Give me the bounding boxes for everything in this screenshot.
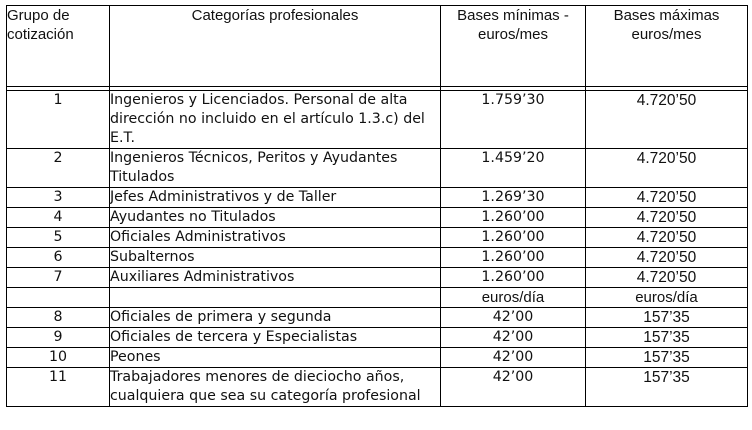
table-row [7,368,748,407]
empty-cell [110,288,441,308]
maxima-cell: 4.720’50 [586,208,748,228]
table-row [7,308,748,328]
categoria-cell: Jefes Administrativos y de Taller [110,188,441,208]
minima-cell: 42’00 [441,328,586,348]
maxima-cell: 157’35 [586,328,748,348]
categoria-cell: Ingenieros y Licenciados. Personal de alta dirección no incluido en el artículo 1.3.c) del E.T. [110,91,441,149]
header-row [7,6,748,87]
grupo-cell: 2 [7,149,110,188]
unit-row [7,288,748,308]
minima-cell: 1.260’00 [441,268,586,288]
categoria-cell: Auxiliares Administrativos [110,268,441,288]
categoria-cell: Subalternos [110,248,441,268]
cotizacion-table [6,5,748,407]
grupo-cell: 3 [7,188,110,208]
minima-cell: 1.269’30 [441,188,586,208]
maxima-cell: 4.720’50 [586,91,748,149]
grupo-cell: 7 [7,268,110,288]
table-row [7,268,748,288]
header-bases-maximas: Bases máximas euros/mes [586,6,748,87]
header-categorias: Categorías profesionales [110,6,441,87]
categoria-cell: Peones [110,348,441,368]
grupo-cell: 4 [7,208,110,228]
table-row [7,149,748,188]
minima-cell: 1.260’00 [441,208,586,228]
maxima-cell: 157’35 [586,368,748,407]
maxima-cell: 4.720’50 [586,248,748,268]
maxima-cell: 4.720’50 [586,268,748,288]
table-row [7,228,748,248]
unit-minima: euros/día [441,288,586,308]
maxima-cell: 157’35 [586,348,748,368]
minima-cell: 42’00 [441,348,586,368]
minima-cell: 42’00 [441,308,586,328]
maxima-cell: 157’35 [586,308,748,328]
minima-cell: 1.260’00 [441,228,586,248]
table-row [7,188,748,208]
grupo-cell: 1 [7,91,110,149]
categoria-cell: Ayudantes no Titulados [110,208,441,228]
minima-cell: 42’00 [441,368,586,407]
grupo-cell: 11 [7,368,110,407]
maxima-cell: 4.720’50 [586,228,748,248]
table-row [7,91,748,149]
empty-cell [7,288,110,308]
header-grupo: Grupo de cotización [7,6,110,87]
grupo-cell: 5 [7,228,110,248]
minima-cell: 1.459’20 [441,149,586,188]
table-row [7,328,748,348]
grupo-cell: 6 [7,248,110,268]
categoria-cell: Trabajadores menores de dieciocho años, cualquiera que sea su categoría profesional [110,368,441,407]
categoria-cell: Oficiales Administrativos [110,228,441,248]
minima-cell: 1.260’00 [441,248,586,268]
table-row [7,208,748,228]
categoria-cell: Ingenieros Técnicos, Peritos y Ayudantes Titulados [110,149,441,188]
maxima-cell: 4.720’50 [586,188,748,208]
table-row [7,348,748,368]
grupo-cell: 8 [7,308,110,328]
categoria-cell: Oficiales de primera y segunda [110,308,441,328]
table-row [7,248,748,268]
grupo-cell: 10 [7,348,110,368]
categoria-cell: Oficiales de tercera y Especialistas [110,328,441,348]
unit-maxima: euros/día [586,288,748,308]
header-bases-minimas: Bases mínimas - euros/mes [441,6,586,87]
grupo-cell: 9 [7,328,110,348]
maxima-cell: 4.720’50 [586,149,748,188]
minima-cell: 1.759’30 [441,91,586,149]
